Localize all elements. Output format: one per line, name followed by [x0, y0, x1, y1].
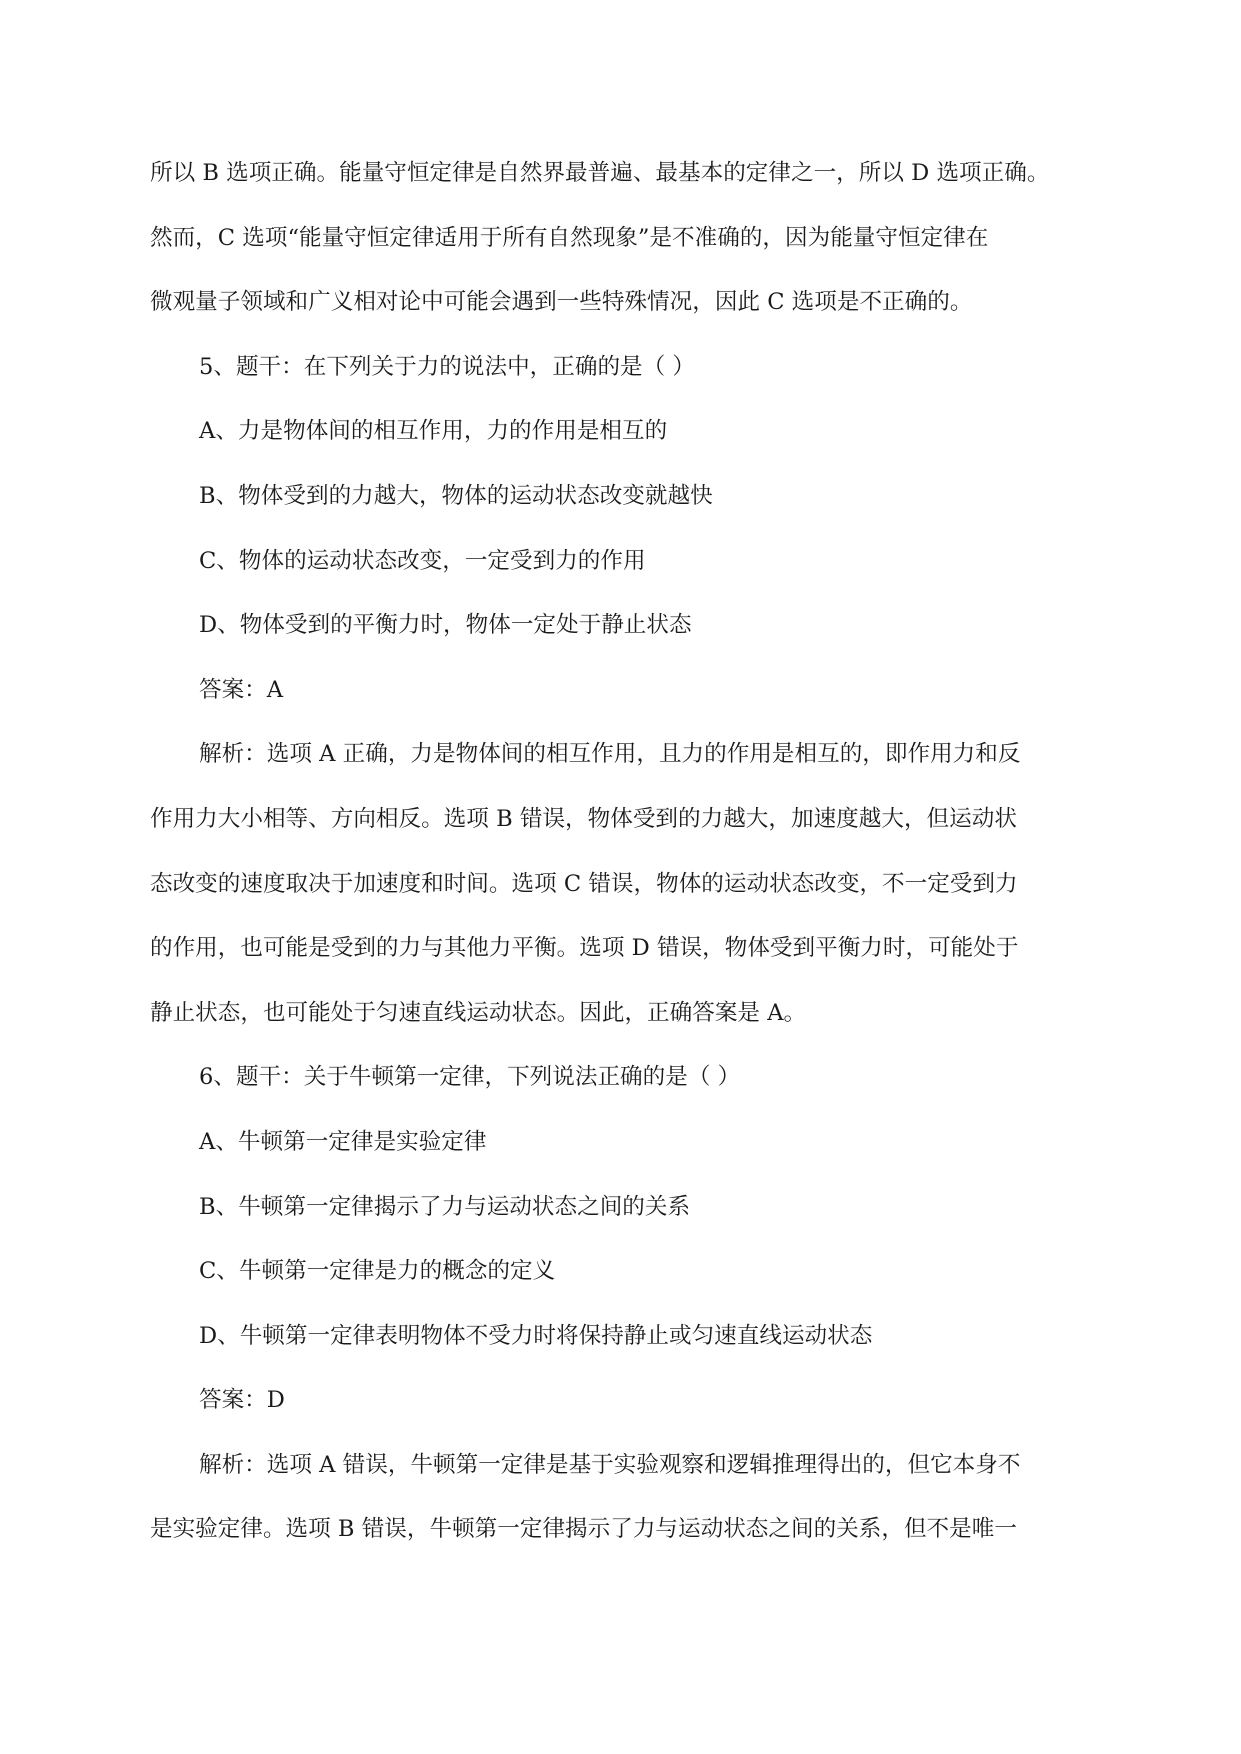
question6-answer: 答案：D	[199, 1387, 285, 1414]
question5-analysis-line-4: 的作用，也可能是受到的力与其他力平衡。选项 D 错误，物体受到平衡力时，可能处于	[150, 935, 1019, 962]
question5-stem: 5、题干：在下列关于力的说法中，正确的是（ ）	[199, 353, 696, 380]
question6-option-a: A、牛顿第一定律是实验定律	[199, 1128, 487, 1155]
continuation-line-1: 所以 B 选项正确。能量守恒定律是自然界最普遍、最基本的定律之一，所以 D 选项正确。	[150, 160, 1050, 186]
question5-analysis-line-2: 作用力大小相等、方向相反。选项 B 错误，物体受到的力越大，加速度越大，但运动状	[150, 805, 1017, 832]
question5-analysis-line-5: 静止状态，也可能处于匀速直线运动状态。因此，正确答案是 A。	[150, 999, 807, 1026]
question6-analysis-line-2: 是实验定律。选项 B 错误，牛顿第一定律揭示了力与运动状态之间的关系，但不是唯一	[150, 1516, 1017, 1543]
continuation-line-3: 微观量子领域和广义相对论中可能会遇到一些特殊情况，因此 C 选项是不正确的。	[150, 289, 973, 316]
question6-option-c: C、牛顿第一定律是力的概念的定义	[199, 1258, 556, 1285]
document-body	[150, 141, 1100, 1562]
question5-option-b: B、物体受到的力越大，物体的运动状态改变就越快	[199, 482, 713, 509]
question5-answer: 答案：A	[199, 676, 284, 703]
question6-analysis-line-1: 解析：选项 A 错误，牛顿第一定律是基于实验观察和逻辑推理得出的，但它本身不	[199, 1451, 1021, 1478]
question5-option-a: A、力是物体间的相互作用，力的作用是相互的	[199, 418, 668, 445]
question5-option-c: C、物体的运动状态改变，一定受到力的作用	[199, 547, 646, 574]
continuation-line-2: 然而，C 选项“能量守恒定律适用于所有自然现象”是不准确的，因为能量守恒定律在	[150, 224, 989, 251]
question6-option-d: D、牛顿第一定律表明物体不受力时将保持静止或匀速直线运动状态	[199, 1322, 873, 1349]
question5-analysis-line-1: 解析：选项 A 正确，力是物体间的相互作用，且力的作用是相互的，即作用力和反	[199, 741, 1021, 768]
question6-stem: 6、题干：关于牛顿第一定律，下列说法正确的是（ ）	[199, 1064, 741, 1091]
question6-option-b: B、牛顿第一定律揭示了力与运动状态之间的关系	[199, 1193, 691, 1220]
question5-option-d: D、物体受到的平衡力时，物体一定处于静止状态	[199, 612, 692, 639]
question5-analysis-line-3: 态改变的速度取决于加速度和时间。选项 C 错误，物体的运动状态改变，不一定受到力	[150, 870, 1018, 897]
